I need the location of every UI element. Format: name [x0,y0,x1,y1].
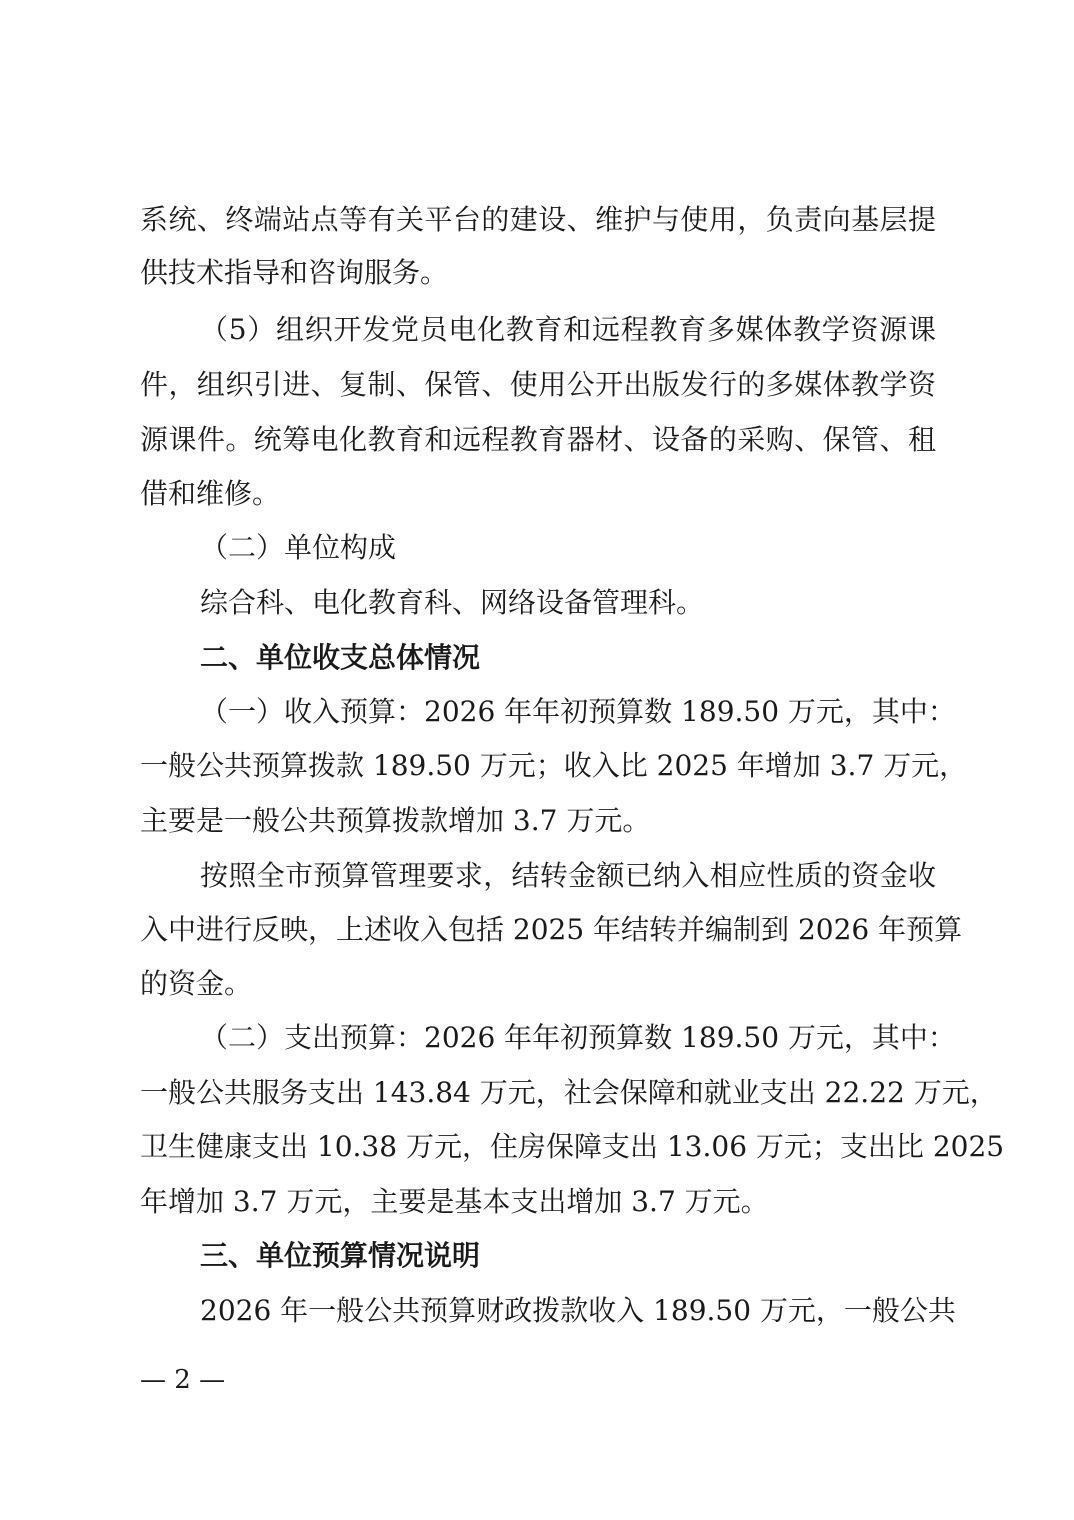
body-text-line: 年增加 3.7 万元，主要是基本支出增加 3.7 万元。 [140,1185,769,1218]
body-text-line: 入中进行反映，上述收入包括 2025 年结转并编制到 2026 年预算 [140,913,963,946]
body-text-line: 系统、终端站点等有关平台的建设、维护与使用，负责向基层提 [140,203,936,236]
body-text-line: 的资金。 [140,967,253,1000]
body-text-line: （5）组织开发党员电化教育和远程教育多媒体教学资源课 [200,313,936,346]
body-text-line: 一般公共服务支出 143.84 万元，社会保障和就业支出 22.22 万元， [140,1076,998,1109]
body-text-line: 一般公共预算拨款 189.50 万元；收入比 2025 年增加 3.7 万元， [140,749,968,782]
section-heading: 二、单位收支总体情况 [200,641,481,674]
body-text-line: （一）收入预算：2026 年年初预算数 189.50 万元，其中： [200,695,956,728]
body-text-line: 2026 年一般公共预算财政拨款收入 189.50 万元，一般公共 [200,1294,956,1327]
section-heading: 三、单位预算情况说明 [200,1239,481,1272]
body-text-line: 供技术指导和咨询服务。 [140,256,449,289]
body-text-line: 借和维修。 [140,477,281,510]
body-text-line: 主要是一般公共预算拨款增加 3.7 万元。 [140,804,651,837]
body-text-line: 按照全市预算管理要求，结转金额已纳入相应性质的资金收 [200,859,936,892]
body-text-line: 件，组织引进、复制、保管、使用公开出版发行的多媒体教学资 [140,368,936,401]
body-text-line: 综合科、电化教育科、网络设备管理科。 [200,586,705,619]
body-text-line: 源课件。统筹电化教育和远程教育器材、设备的采购、保管、租 [140,423,936,456]
subsection-heading: （二）单位构成 [200,531,397,564]
page-number: — 2 — [140,1365,226,1395]
body-text-line: （二）支出预算：2026 年年初预算数 189.50 万元，其中： [200,1021,956,1054]
body-text-line: 卫生健康支出 10.38 万元，住房保障支出 13.06 万元；支出比 2025 [140,1130,1005,1163]
